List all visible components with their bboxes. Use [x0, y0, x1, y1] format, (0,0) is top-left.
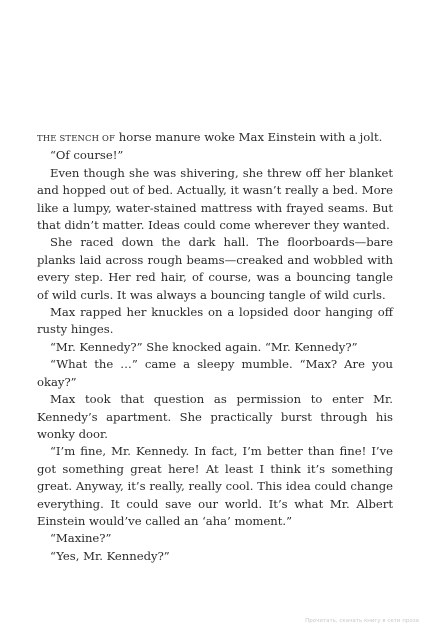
opening-smallcaps: THE STENCH OF: [37, 133, 116, 143]
paragraph: Max rapped her knuckles on a lopsided door hanging off rusty hinges.: [37, 305, 393, 337]
watermark-text: Прочитать, скачать книгу в сети проза: [305, 618, 419, 624]
paragraph: “Yes, Mr. Kennedy?”: [50, 548, 170, 563]
opening-text: horse manure woke Max Einstein with a jolt.: [115, 130, 383, 144]
paragraph: “What the …” came a sleepy mumble. “Max? Are you okay?”: [37, 357, 393, 389]
opening-paragraph: [37, 129, 393, 147]
paragraph: She raced down the dark hall. The floorboards—bare planks laid across rough beams—creaked and wobbled with every step. Her red hair, of course, was a bouncing tangle of wild curls. It was always a bouncing tangle of wild curls.: [37, 235, 393, 302]
paragraph: Max took that question as permission to enter Mr. Kennedy’s apartment. She practically burst through his wonky door.: [37, 392, 393, 441]
paragraph: “I’m fine, Mr. Kennedy. In fact, I’m better than fine! I’ve got something great here! At least I think it’s something great. Anyway, it’s really, really cool. This idea could change everything. It could save our world. It’s what Mr. Albert Einstein would’ve called an ‘aha’ moment.”: [37, 444, 393, 528]
paragraph: “Maxine?”: [50, 531, 112, 546]
paragraph: “Mr. Kennedy?” She knocked again. “Mr. Kennedy?”: [50, 339, 358, 354]
paragraph: “Of course!”: [50, 148, 124, 163]
page-body: [37, 129, 393, 565]
paragraph: Even though she was shivering, she threw off her blanket and hopped out of bed. Actually, it wasn’t really a bed. More like a lumpy, water-stained mattress with frayed seams. But that didn’t matter. Ideas could come wherever they wanted.: [37, 165, 393, 233]
